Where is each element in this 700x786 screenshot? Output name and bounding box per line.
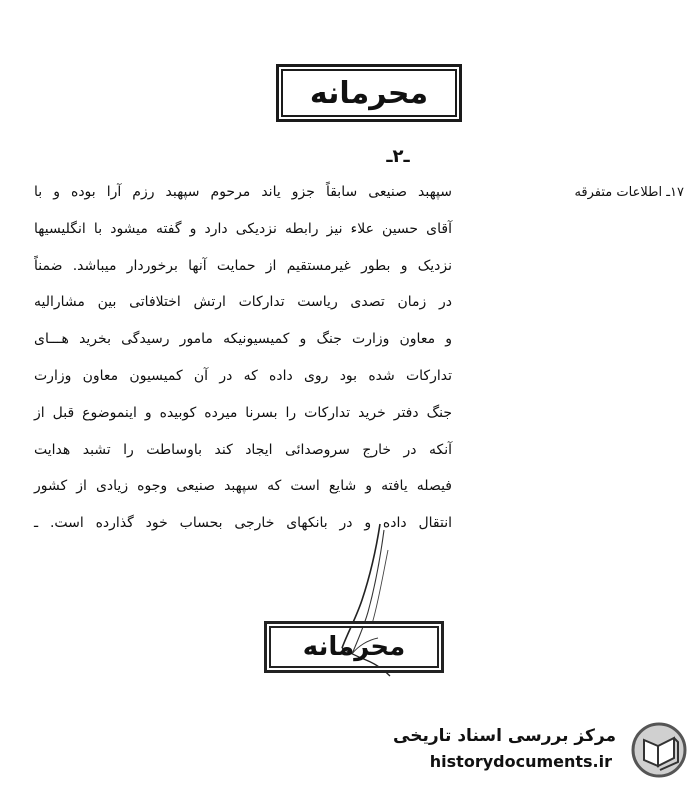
body-line: فیصله یافته و شایع است که سپهبد صنیعی وجوه زیادی از کشور	[34, 478, 452, 495]
body-line: نزدیک و بطور غیرمستقیم از حمایت آنها برخوردار میباشد. ضمناً	[34, 257, 452, 274]
document-body	[34, 181, 452, 549]
body-line: و معاون وزارت جنگ و کمیسیونیکه مامور رسیدگی بخرید هـــای	[34, 331, 452, 348]
page-number: ـ۲ـ	[386, 146, 410, 167]
body-line: آقای حسین علاء نیز رابطه نزدیکی دارد و گفته میشود با انگلیسیها	[34, 220, 452, 237]
confidential-stamp-top	[276, 64, 462, 122]
watermark	[393, 720, 692, 780]
watermark-url: historydocuments.ir	[429, 752, 612, 771]
body-line: آنکه در خارج سروصدائی ایجاد کند باوساطت را تشبد هدایت	[34, 441, 452, 458]
confidential-stamp-text: محرمانه	[302, 632, 406, 662]
section-heading: ۱۷ـ اطلاعات متفرقه	[574, 185, 684, 200]
confidential-stamp-bottom	[264, 621, 444, 673]
book-logo-icon	[630, 722, 688, 778]
body-line: تدارکات شده بود روی داده که در آن کمیسیون معاون وزارت	[34, 367, 452, 384]
watermark-org-name: مرکز بررسی اسناد تاریخی	[393, 726, 616, 746]
body-line: در زمان تصدی ریاست تدارکات ارتش اختلافاتی بین مشارالیه	[34, 294, 452, 311]
body-line: سپهبد صنیعی سابقاً جزو یاند مرحوم سپهبد رزم آرا بوده و با	[34, 184, 452, 200]
confidential-stamp-text: محرمانه	[309, 75, 429, 111]
body-line: انتقال داده و در بانکهای خارجی بحساب خود گذارده است. ـ	[34, 515, 452, 532]
body-line: جنگ دفتر خرید تدارکات را بسرنا میرده کوبیده و اینموضوع قبل از	[34, 404, 452, 421]
